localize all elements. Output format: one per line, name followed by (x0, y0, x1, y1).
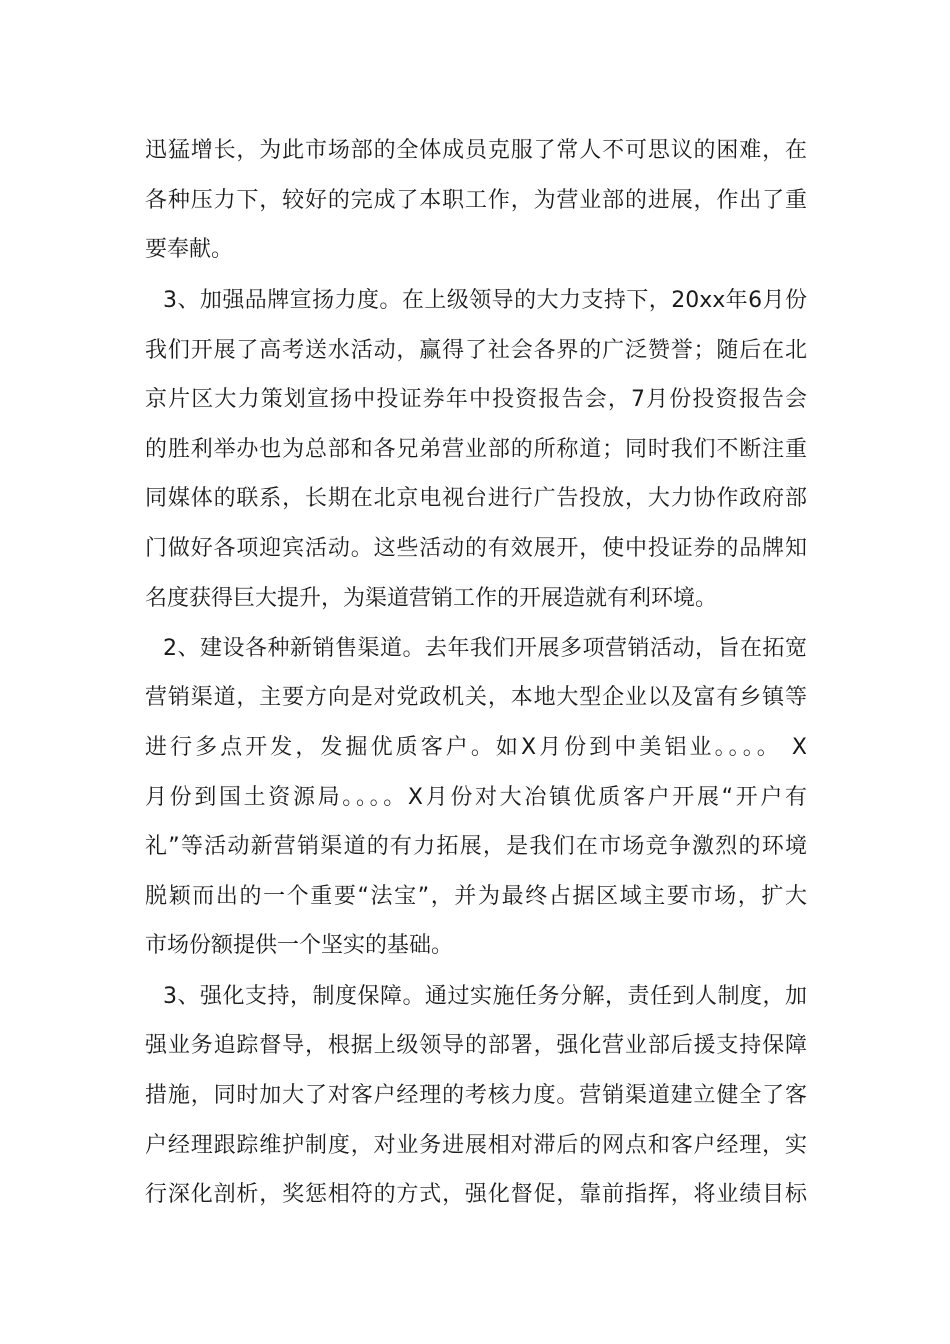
text-line: 行深化剖析，奖惩相符的方式，强化督促，靠前指挥，将业绩目标 (145, 1182, 807, 1207)
text-line: 月份到国土资源局。。。。X月份对大冶镇优质客户开展“开户有 (145, 785, 807, 810)
text-line: 京片区大力策划宣扬中投证券年中投资报告会，7月份投资报告会 (145, 387, 807, 412)
text-line: 措施，同时加大了对客户经理的考核力度。营销渠道建立健全了客 (145, 1083, 807, 1108)
text-line: 3、强化支持，制度保障。通过实施任务分解，责任到人制度，加 (163, 984, 807, 1009)
text-line: 脱颖而出的一个重要“法宝”，并为最终占据区域主要市场，扩大 (145, 884, 807, 909)
text-line: 门做好各项迎宾活动。这些活动的有效展开，使中投证券的品牌知 (145, 536, 807, 561)
text-line: 要奉献。 (145, 237, 234, 262)
text-line: 礼”等活动新营销渠道的有力拓展，是我们在市场竞争激烈的环境 (145, 834, 807, 859)
text-line: 2、建设各种新销售渠道。去年我们开展多项营销活动，旨在拓宽 (163, 636, 807, 661)
text-line: 营销渠道，主要方向是对党政机关，本地大型企业以及富有乡镇等 (145, 685, 807, 710)
text-line: 市场份额提供一个坚实的基础。 (145, 933, 454, 958)
text-line: 迅猛增长，为此市场部的全体成员克服了常人不可思议的困难，在 (145, 138, 807, 163)
text-line: 同媒体的联系，长期在北京电视台进行广告投放，大力协作政府部 (145, 486, 807, 511)
text-line: 3、加强品牌宣扬力度。在上级领导的大力支持下，20xx年6月份 (163, 288, 807, 313)
text-line: 强业务追踪督导，根据上级领导的部署，强化营业部后援支持保障 (145, 1033, 807, 1058)
text-line: 各种压力下，较好的完成了本职工作，为营业部的进展，作出了重 (145, 188, 807, 213)
text-line: 的胜利举办也为总部和各兄弟营业部的所称道；同时我们不断注重 (145, 437, 807, 462)
text-line: 进行多点开发，发掘优质客户。如X月份到中美铝业。。。。 X (145, 735, 807, 760)
text-line: 户经理跟踪维护制度，对业务进展相对滞后的网点和客户经理，实 (145, 1133, 807, 1158)
text-line: 我们开展了高考送水活动，赢得了社会各界的广泛赞誉；随后在北 (145, 338, 807, 363)
text-line: 名度获得巨大提升，为渠道营销工作的开展造就有利环境。 (145, 586, 718, 611)
